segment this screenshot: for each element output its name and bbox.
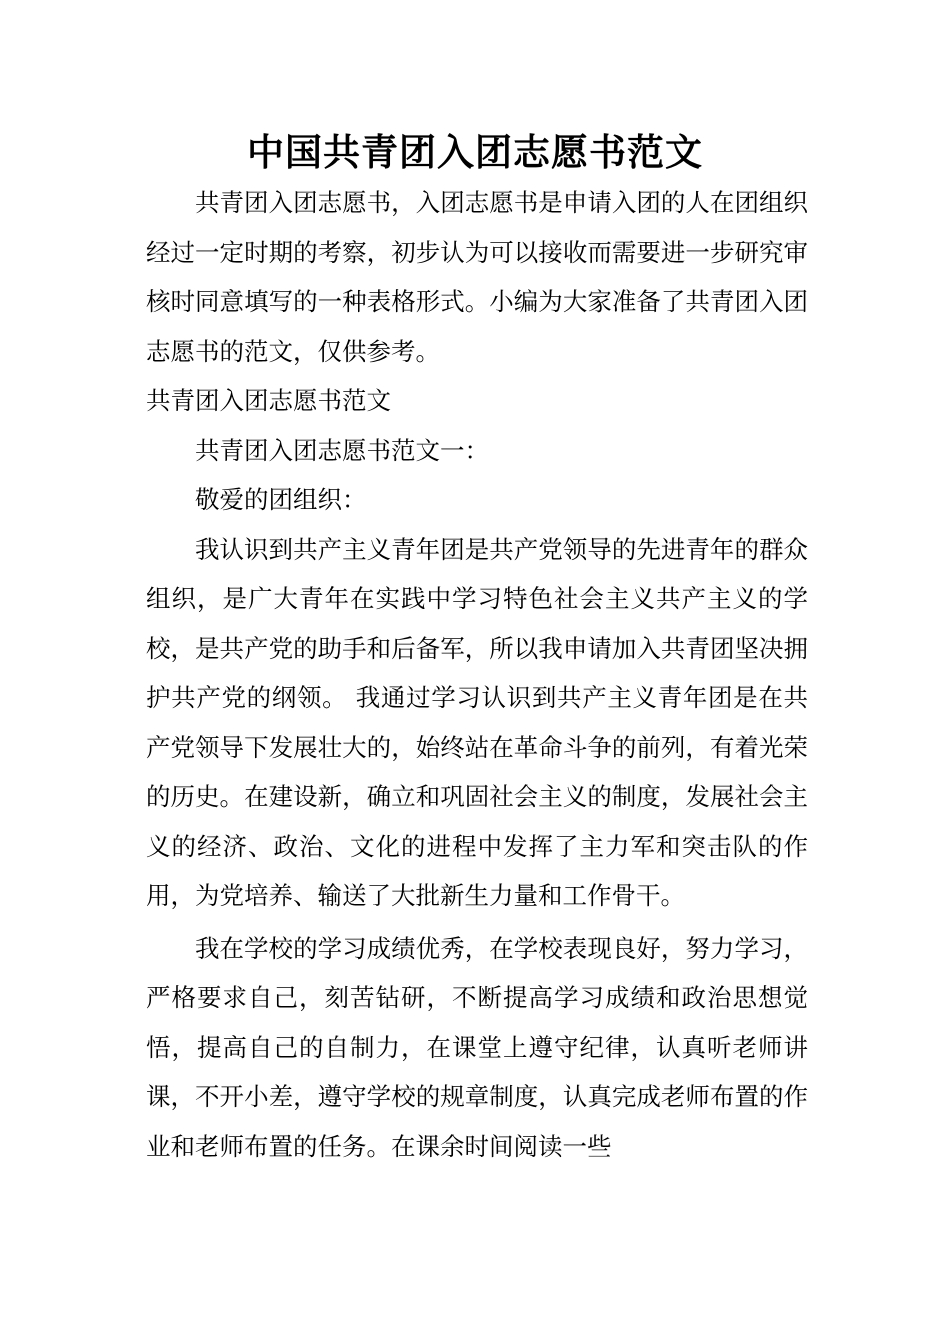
intro-paragraph: 共青团入团志愿书，入团志愿书是申请入团的人在团组织经过一定时期的考察，初步认为可以接收而需要进一步研究审核时同意填写的一种表格形式。小编为大家准备了共青团入团志愿书的范文，仅供参考。	[146, 188, 808, 366]
section-heading: 共青团入团志愿书范文	[146, 386, 391, 415]
body-paragraph-2: 我在学校的学习成绩优秀，在学校表现良好，努力学习，严格要求自己，刻苦钻研，不断提高学习成绩和政治思想觉悟，提高自己的自制力，在课堂上遵守纪律，认真听老师讲课，不开小差，遵守学校的规章制度，认真完成老师布置的作业和老师布置的任务。在课余时间阅读一些	[146, 933, 808, 1161]
body-paragraph-1: 我认识到共产主义青年团是共产党领导的先进青年的群众组织，是广大青年在实践中学习特色社会主义共产主义的学校，是共产党的助手和后备军，所以我申请加入共青团坚决拥护共产党的纲领。 我通过学习认识到共产主义青年团是在共产党领导下发展壮大的，始终站在革命斗争的前列，有着光荣的历史。在建设新，确立和巩固社会主义的制度，发展社会主义的经济、政治、文化的进程中发挥了主力军和突击队的作用，为党培养、输送了大批新生力量和工作骨干。	[146, 534, 808, 910]
sample-heading: 共青团入团志愿书范文一：	[195, 435, 489, 465]
document-body	[146, 178, 808, 1171]
salutation: 敬爱的团组织：	[195, 485, 367, 514]
document-title: 中国共青团入团志愿书范文	[247, 130, 703, 174]
